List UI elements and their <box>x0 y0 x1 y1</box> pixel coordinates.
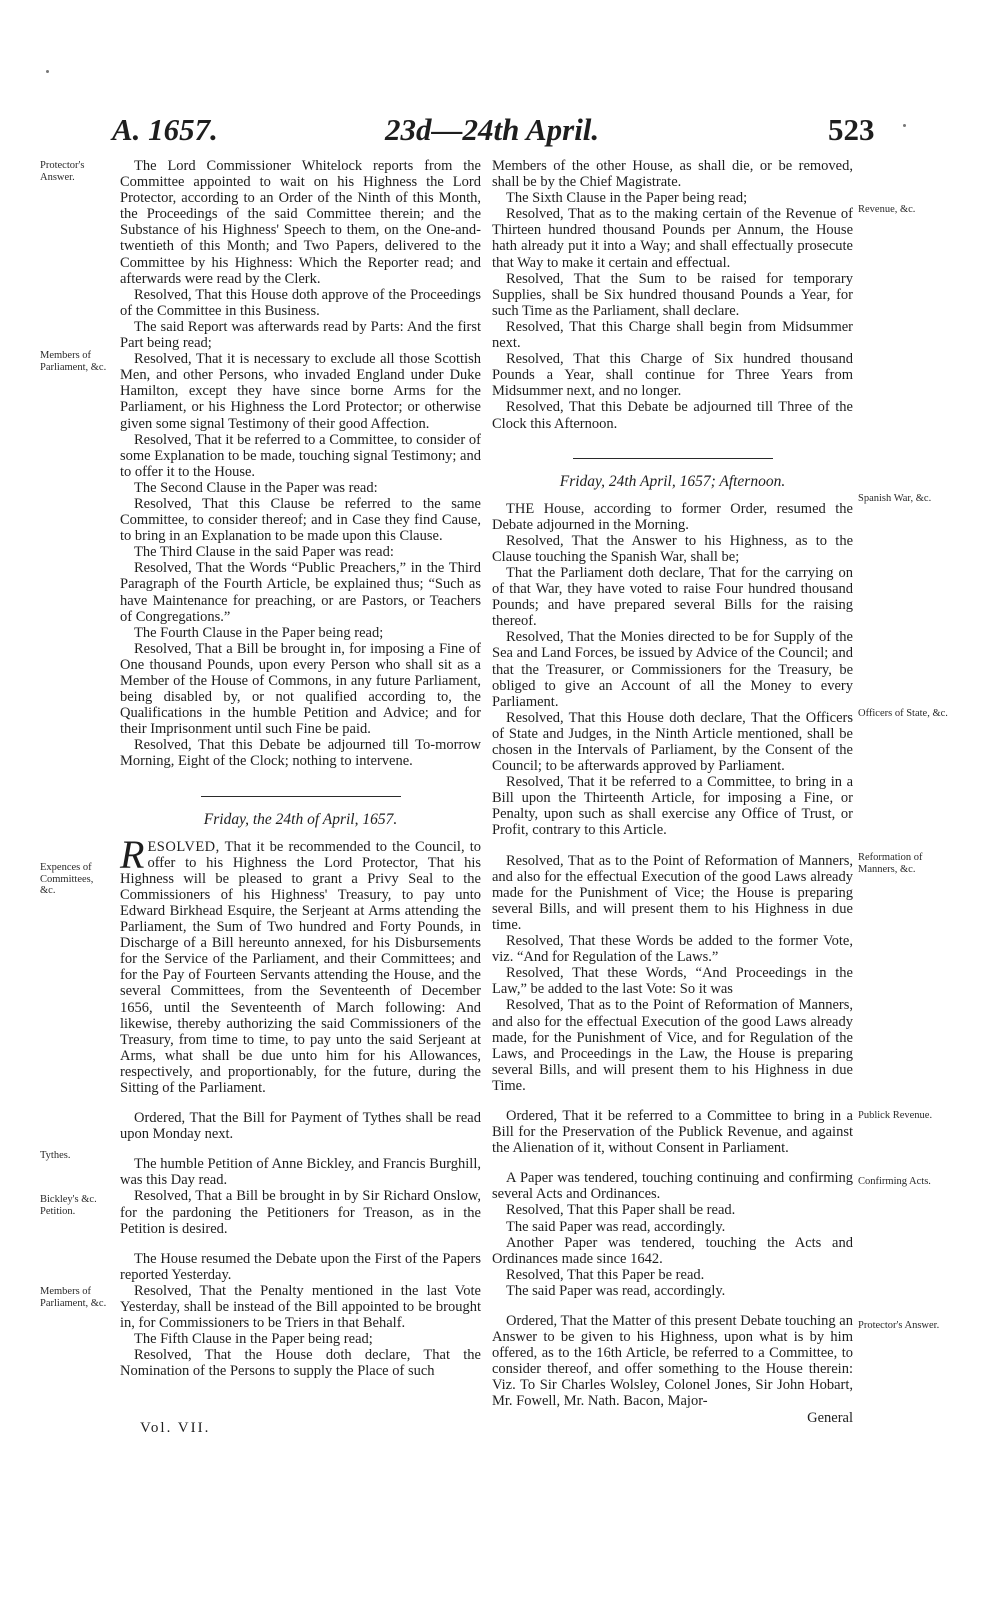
paragraph: That the Parliament doth declare, That for the carrying on of that War, they have voted to raise Four hundred thousand Pounds; and have prepared several Bills for the raising thereof. <box>492 564 853 630</box>
page-number: 523 <box>828 112 875 147</box>
paragraph: Resolved, That this House doth approve of the Proceedings of the Committee in this Business. <box>120 286 481 319</box>
paragraph: The humble Petition of Anne Bickley, and Francis Burghill, was this Day read. <box>120 1156 481 1189</box>
paragraph: Resolved, That these Words be added to the former Vote, viz. “And for Regulation of the Laws.” <box>492 933 853 966</box>
margin-note-officers-of-state: Officers of State, &c. <box>858 708 948 719</box>
paragraph: Resolved, That the Penalty mentioned in the last Vote Yesterday, shall be instead of the Bill appointed to be brought in, for Commissioners to be Triers in that Behalf. <box>120 1282 481 1332</box>
paragraph: Resolved, That as to the Point of Reformation of Manners, and also for the effectual Execution of the good Laws already made for the Punishment of Vice; the House is preparing several Bills, and will present them to his Highness in due time. <box>492 852 853 933</box>
paragraph: The said Paper was read, accordingly. <box>506 1282 726 1299</box>
paragraph: Ordered, That it be referred to a Committee to bring in a Bill for the Preservation of the Publick Revenue, and against the Alienation of it, without Consent in Parliament. <box>492 1107 853 1157</box>
paragraph: Resolved, That as to the making certain of the Revenue of Thirteen hundred thousand Pounds per Annum, the House hath already put it into a Way; and shall effectually prosecute that Way to make it certain and effectual. <box>492 206 853 271</box>
paragraph: THE House, according to former Order, resumed the Debate adjourned in the Morning. <box>492 500 853 533</box>
margin-note-members-parliament: Members of Parliament, &c. <box>40 350 107 373</box>
paragraph: Resolved, That the Sum to be raised for temporary Supplies, shall be Six hundred thousand Pounds a Year, for such Time as the Parliament, shall declare. <box>492 270 853 319</box>
paragraph: Resolved, That this Debate be adjourned till Three of the Clock this Afternoon. <box>492 399 853 432</box>
catchword: General <box>807 1409 853 1426</box>
paragraph: The Fifth Clause in the Paper being read; <box>134 1331 373 1348</box>
paragraph: The Lord Commissioner Whitelock reports from the Committee appointed to wait on his Highness the Lord Protector, according to an Order of the Ninth of this Month, the Proceedings of the said Committee therein; and the Substance of his Highness' Speech to them, on the One-and-twentieth of this Month; and Two Papers, delivered to the Committee by his Highness: Which the Reporter read; and afterwards were read by the Clerk. <box>120 158 481 287</box>
paragraph: Resolved, That a Bill be brought in, for imposing a Fine of One thousand Pounds, upon every Person who shall sit as a Member of the House of Commons, in any future Parliament, being disabled by, or not qualified according to, the Qualifications in the humble Petition and Advice; and for their Imprisonment until such Fine be paid. <box>120 640 481 738</box>
paragraph: Resolved, That this Charge shall begin from Midsummer next. <box>492 318 853 352</box>
resolved-caps: ESOLVED, <box>147 838 220 855</box>
margin-note-revenue: Revenue, &c. <box>858 204 916 215</box>
paragraph: Resolved, That these Words, “And Proceedings in the Law,” be added to the last Vote: So it was <box>492 965 853 998</box>
margin-note-protector-answer-2: Protector's Answer. <box>858 1320 940 1331</box>
paragraph: Members of the other House, as shall die, or be removed, shall be by the Chief Magistrate. <box>492 158 853 191</box>
section-heading-friday-afternoon: Friday, 24th April, 1657; Afternoon. <box>559 472 786 490</box>
margin-note-members-parliament-2: Members of Parliament, &c. <box>40 1286 107 1309</box>
section-heading-friday-morning: Friday, the 24th of April, 1657. <box>203 810 398 828</box>
paragraph: The Third Clause in the said Paper was read: <box>134 544 394 561</box>
paragraph: Resolved, That a Bill be brought in by Sir Richard Onslow, for the pardoning the Petitioners for Treason, as in the Petition is desired. <box>120 1188 481 1237</box>
volume-signature: Vol. VII. <box>140 1420 211 1436</box>
margin-note-expences: Expences of Committees, &c. <box>40 862 94 896</box>
paragraph: The Second Clause in the Paper was read: <box>134 479 378 496</box>
paragraph: Resolved, That it be referred to a Committee, to consider of some Explanation to be made, touching signal Testimony; and to offer it to the House. <box>120 431 481 480</box>
paragraph: Resolved, That this Paper shall be read. <box>506 1202 736 1219</box>
paragraph: The said Paper was read, accordingly. <box>506 1218 726 1235</box>
margin-note-protector-answer: Protector's Answer. <box>40 160 85 183</box>
left-column <box>120 158 481 1379</box>
paragraph: The Sixth Clause in the Paper being read; <box>506 190 748 207</box>
paragraph: Resolved, That this Paper be read. <box>506 1266 705 1283</box>
paragraph: The House resumed the Debate upon the First of the Papers reported Yesterday. <box>120 1250 481 1283</box>
paragraph: The Fourth Clause in the Paper being read; <box>134 624 384 641</box>
paragraph-text: That it be recommended to the Council, to offer to his Highness the Lord Protector, That his Highness will be pleased to grant a Privy Seal to the Commissioners of his Highness' Treasury, to pay unto Edward Birkhead Esquire, the Serjeant at Arms attending the Parliament, the Sum of Two hundred and Forty Pounds, in Discharge of a Bill hereunto annexed, for his Disbursements for the Service of the Parliament, and their Committees; and for the Pay of Fourteen Servants attending the House, and the several Committees, from the Seventeenth of December 1656, until the Seventeenth of March following: And likewise, thereby authorizing the said Commissioners of the Treasury, from time to time, to pay unto the said Serjeant at Arms, what shall be due unto him for his Allowances, respectively, and proportionably, for the future, during the Sitting of the Parliament. <box>120 838 481 1096</box>
paragraph: Resolved, That the House doth declare, That the Nomination of the Persons to supply the Place of such <box>120 1347 481 1380</box>
paragraph: The said Report was afterwards read by Parts: And the first Part being read; <box>120 318 481 352</box>
paragraph: Resolved, That the Answer to his Highness, as to the Clause touching the Spanish War, shall be; <box>492 532 853 565</box>
drop-cap: R <box>120 831 145 877</box>
paragraph: Resolved, That this Charge of Six hundred thousand Pounds a Year, shall continue for Three Years from Midsummer next, and no longer. <box>492 351 853 400</box>
paragraph: Resolved, That this Debate be adjourned till To-morrow Morning, Eight of the Clock; nothing to intervene. <box>120 737 481 770</box>
paragraph: A Paper was tendered, touching continuing and confirming several Acts and Ordinances. <box>492 1170 853 1203</box>
paragraph: Another Paper was tendered, touching the Acts and Ordinances made since 1642. <box>492 1234 853 1267</box>
margin-note-publick-revenue: Publick Revenue. <box>858 1110 933 1121</box>
margin-note-bickley-petition: Bickley's &c. Petition. <box>40 1194 97 1217</box>
scan-speck <box>46 70 49 73</box>
margin-note-reformation-of-manners: Reformation of Manners, &c. <box>858 852 923 875</box>
paragraph: Resolved, That the Words “Public Preachers,” in the Third Paragraph of the Fourth Article, be explained thus; “Such as have Maintenance for preaching, or are Pastors, or Teachers of Congregations.” <box>120 560 481 625</box>
margin-note-tythes: Tythes. <box>40 1150 71 1161</box>
paragraph: Ordered, That the Bill for Payment of Tythes shall be read upon Monday next. <box>120 1110 481 1143</box>
paragraph: Resolved, That it is necessary to exclude all those Scottish Men, and other Persons, who invaded England under Duke Hamilton, except they have since borne Arms for the Parliament, or his Highness the Lord Protector; or otherwise given some signal Testimony of their good Affection. <box>120 351 481 432</box>
section-divider <box>201 796 401 797</box>
paragraph: Resolved, That this Clause be referred to the same Committee, to consider thereof; and in Case they find Cause, to bring in an Explanation to be made upon this Clause. <box>120 495 481 545</box>
paragraph: Resolved, That as to the Point of Reformation of Manners, and also for the effectual Execution of the good Laws already made, for the Punishment of Vice, and for Regulation of the Laws, and Proceedings in the Law, the House is preparing several Bills, and will present them to his Highness in due Time. <box>492 997 853 1094</box>
margin-note-spanish-war: Spanish War, &c. <box>858 493 932 504</box>
right-column <box>492 158 853 1426</box>
paragraph: Resolved, That this House doth declare, That the Officers of State and Judges, in the Ninth Article mentioned, shall be chosen in the Intervals of Parliament, by the Consent of the Council; to be afterwards approved by Parliament. <box>492 709 853 775</box>
paragraph: Ordered, That the Matter of this present Debate touching an Answer to be given to his Highness, upon what is by him offered, as to the 16th Article, be referred to a Committee, to consider thereof, and offer something to the House therein: Viz. To Sir Charles Wolsley, Colonel Jones, Sir John Hobart, Mr. Fowell, Mr. Nath. Bacon, Major- <box>492 1313 853 1410</box>
running-head-year: A. 1657. <box>112 112 218 147</box>
paragraph: Resolved, That it be referred to a Committee, to bring in a Bill upon the Thirteenth Article, for imposing a Fine, or Penalty, upon such as shall exercise any Office of Trust, or Profit, contrary to this Article. <box>492 774 853 839</box>
paragraph-resolved-dropcap <box>120 831 481 1097</box>
section-divider <box>573 458 773 459</box>
running-head-dates: 23d—24th April. <box>385 112 600 147</box>
paragraph: Resolved, That the Monies directed to be for Supply of the Sea and Land Forces, be issued by Advice of the Council; and that the Treasurer, or Commissioners for the Treasury, be obliged to give an Account of all the Money to every Parliament. <box>492 629 853 710</box>
margin-note-confirming-acts: Confirming Acts. <box>858 1176 931 1187</box>
scan-speck <box>903 124 906 127</box>
